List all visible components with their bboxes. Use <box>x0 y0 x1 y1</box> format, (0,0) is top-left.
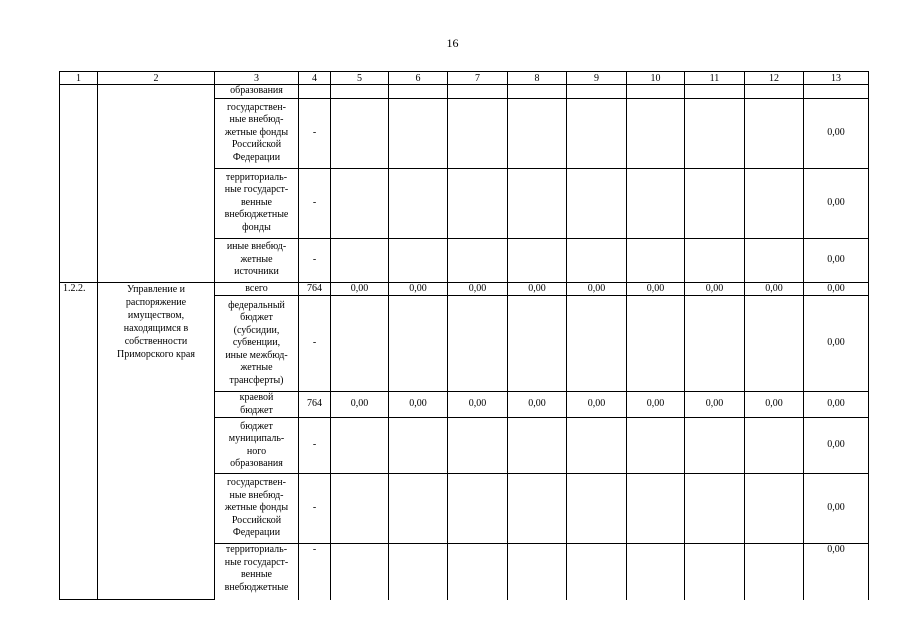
value-cell: 0,00 <box>567 282 627 296</box>
source-cell: территориаль- ные государст- венные внебюджетные <box>215 544 299 600</box>
column-header: 11 <box>685 72 745 85</box>
item-number-cell <box>60 85 98 283</box>
item-name-cell <box>98 85 215 283</box>
cell: 764 <box>299 282 331 296</box>
source-cell: иные внебюд- жетные источники <box>215 238 299 282</box>
total-cell: 0,00 <box>804 474 869 544</box>
value-cell: 0,00 <box>685 392 745 418</box>
column-header: 10 <box>627 72 685 85</box>
value-cell: 0,00 <box>745 392 804 418</box>
value-cell: 0,00 <box>331 282 389 296</box>
value-cell: 0,00 <box>685 282 745 296</box>
value-cell: 0,00 <box>389 392 448 418</box>
source-cell: всего <box>215 282 299 296</box>
value-cell: 0,00 <box>331 392 389 418</box>
value-cell: 0,00 <box>389 282 448 296</box>
column-header: 1 <box>60 72 98 85</box>
cell: - <box>299 98 331 168</box>
cell: - <box>299 296 331 392</box>
source-cell: краевой бюджет <box>215 392 299 418</box>
column-header: 13 <box>804 72 869 85</box>
source-cell: федеральный бюджет (субсидии, субвенции, иные межбюд- жетные трансферты) <box>215 296 299 392</box>
value-cell: 0,00 <box>627 392 685 418</box>
value-cell: 0,00 <box>567 392 627 418</box>
column-header: 6 <box>389 72 448 85</box>
source-cell: бюджет муниципаль- ного образования <box>215 418 299 474</box>
cell: - <box>299 238 331 282</box>
total-cell: 0,00 <box>804 418 869 474</box>
value-cell: 0,00 <box>508 282 567 296</box>
column-header: 7 <box>448 72 508 85</box>
page-number: 16 <box>446 36 459 50</box>
column-header: 4 <box>299 72 331 85</box>
value-cell: 0,00 <box>804 282 869 296</box>
table-row <box>60 85 869 99</box>
source-cell: образования <box>215 85 299 99</box>
total-cell: 0,00 <box>804 238 869 282</box>
value-cell: 0,00 <box>745 282 804 296</box>
total-cell: 0,00 <box>804 98 869 168</box>
cell: - <box>299 474 331 544</box>
value-cell: 0,00 <box>627 282 685 296</box>
total-cell: 0,00 <box>804 296 869 392</box>
cell <box>804 85 869 99</box>
source-cell: территориаль- ные государст- венные внебюджетные фонды <box>215 168 299 238</box>
item-name-cell: Управление и распоряжение имуществом, находящимся в собственности Приморского края <box>98 282 215 600</box>
cell <box>299 85 331 99</box>
value-cell: 0,00 <box>508 392 567 418</box>
value-cell: 0,00 <box>804 392 869 418</box>
total-cell: 0,00 <box>804 168 869 238</box>
total-cell: 0,00 <box>804 544 869 600</box>
cell: - <box>299 168 331 238</box>
column-header: 8 <box>508 72 567 85</box>
column-header: 2 <box>98 72 215 85</box>
budget-table <box>59 71 869 600</box>
cell: - <box>299 418 331 474</box>
cell: 764 <box>299 392 331 418</box>
value-cell: 0,00 <box>448 392 508 418</box>
cell: - <box>299 544 331 600</box>
column-header: 9 <box>567 72 627 85</box>
table-row <box>60 282 869 296</box>
source-cell: государствен- ные внебюд- жетные фонды Российской Федерации <box>215 98 299 168</box>
column-header: 3 <box>215 72 299 85</box>
column-header-row <box>60 72 869 85</box>
value-cell: 0,00 <box>448 282 508 296</box>
column-header: 12 <box>745 72 804 85</box>
column-header: 5 <box>331 72 389 85</box>
item-number-cell: 1.2.2. <box>60 282 98 600</box>
source-cell: государствен- ные внебюд- жетные фонды Российской Федерации <box>215 474 299 544</box>
